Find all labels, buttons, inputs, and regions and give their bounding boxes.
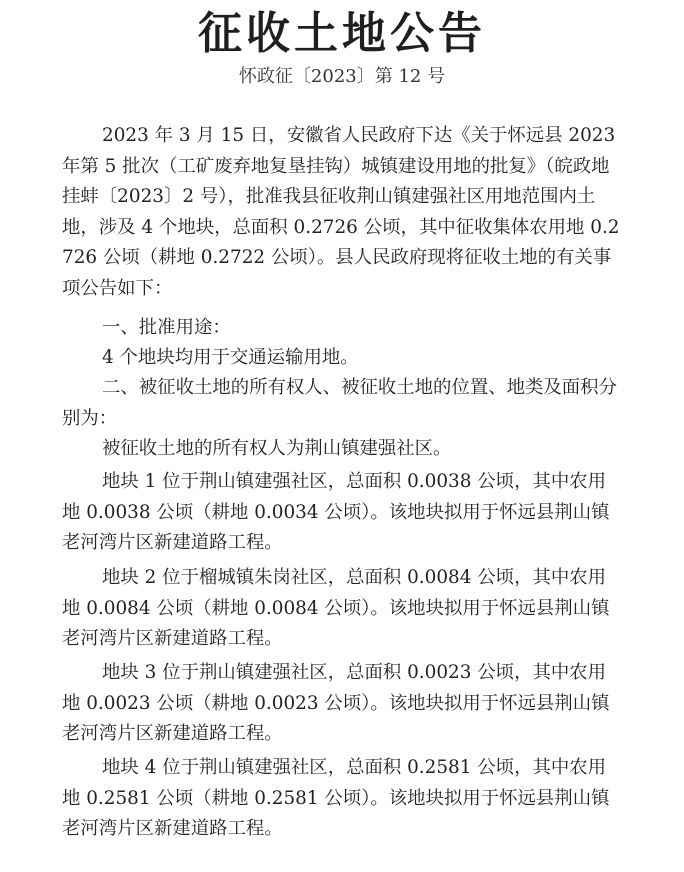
section-1-text: 4 个地块均用于交通运输用地。 [102,347,359,368]
notice-title: 征收土地公告 [198,8,486,59]
intro-paragraph: 2023 年 3 月 15 日，安徽省人民政府下达《关于怀远县 2023 年第 5 批次（工矿废弃地复垦挂钩）城镇建设用地的批复》（皖政地挂蚌〔2023〕2 号），批准我县征收荆山镇建强社区用地范围内土地，涉及 4 个地块，总面积 0.2726 公顷，其中征收集体农用地 0.2726 公顷（耕地 0.2722 公顷）。县人民政府现将征收土地的有关事项公告如下： [62,125,620,299]
parcel-1-paragraph: 地块 1 位于荆山镇建强社区，总面积 0.0038 公顷，其中农用地 0.0038 公顷（耕地 0.0034 公顷）。该地块拟用于怀远县荆山镇老河湾片区新建道路工程。 [62,471,610,554]
parcel-4-paragraph: 地块 4 位于荆山镇建强社区，总面积 0.2581 公顷，其中农用地 0.2581 公顷（耕地 0.2581 公顷）。该地块拟用于怀远县荆山镇老河湾片区新建道路工程。 [62,757,610,840]
section-2-heading: 二、被征收土地的所有权人、被征收土地的位置、地类及面积分别为： [62,377,617,429]
owner-paragraph: 被征收土地的所有权人为荆山镇建强社区。 [102,438,452,459]
parcel-2-paragraph: 地块 2 位于榴城镇朱岗社区，总面积 0.0084 公顷，其中农用地 0.0084 公顷（耕地 0.0084 公顷）。该地块拟用于怀远县荆山镇老河湾片区新建道路工程。 [62,567,610,650]
parcel-3-paragraph: 地块 3 位于荆山镇建强社区，总面积 0.0023 公顷，其中农用地 0.0023 公顷（耕地 0.0023 公顷）。该地块拟用于怀远县荆山镇老河湾片区新建道路工程。 [62,662,610,745]
document-number: 怀政征〔2023〕第 12 号 [238,66,446,87]
section-1-heading: 一、批准用途： [102,317,231,338]
